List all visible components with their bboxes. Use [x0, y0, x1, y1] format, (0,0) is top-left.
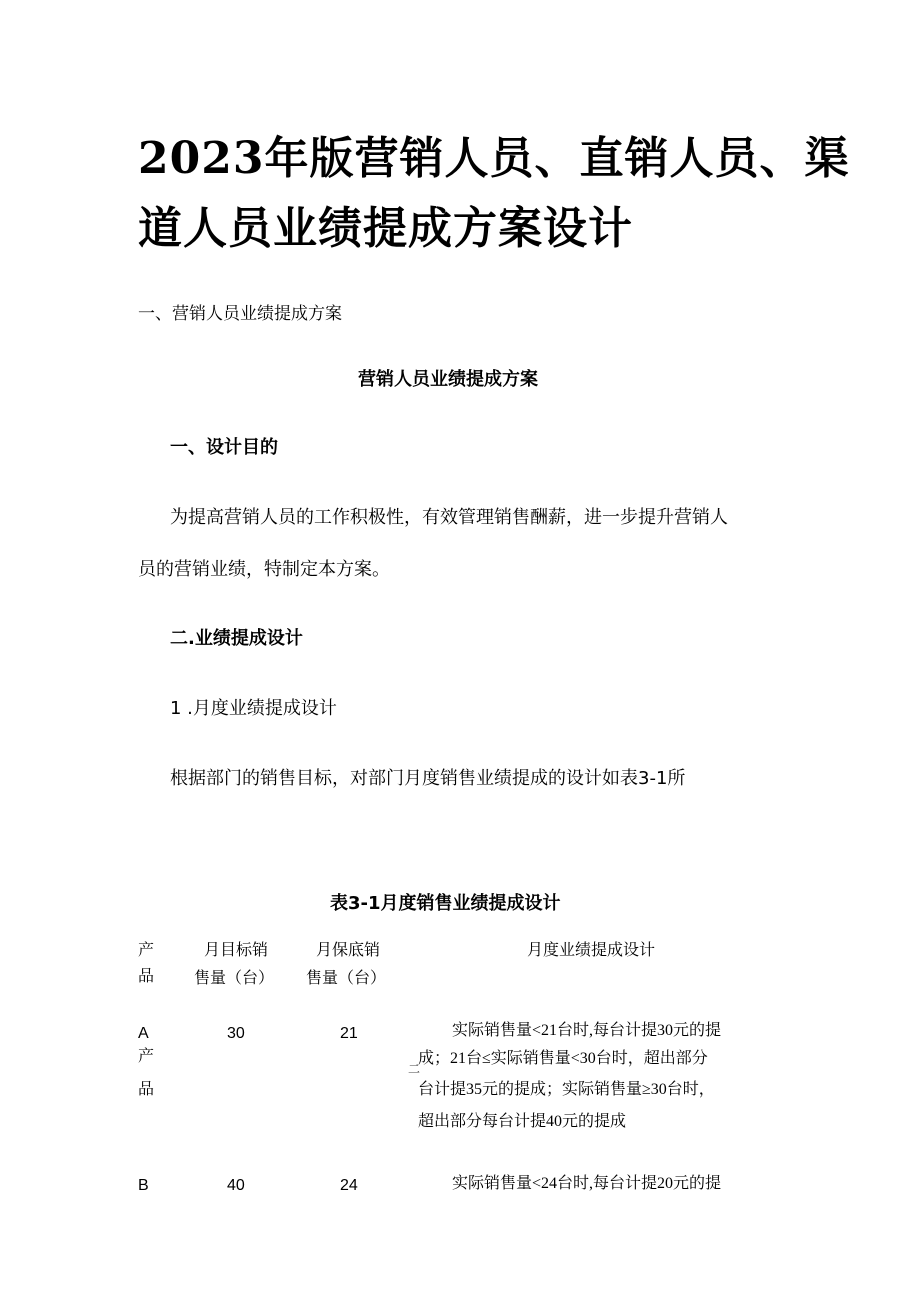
row-b-design-line-1: 实际销售量<24台时,每台计提20元的提: [452, 1175, 722, 1192]
purpose-paragraph-line-1: 为提高营销人员的工作积极性，有效管理销售酬薪，进一步提升营销人: [170, 507, 728, 528]
document-title-line-2: 道人员业绩提成方案设计: [138, 203, 633, 254]
row-a-product-line-3: 品: [138, 1081, 155, 1098]
header-floor-line-1: 月保底销: [316, 942, 381, 959]
row-a-design-line-3: 台计提35元的提成；实际销售量≥30台时，: [418, 1081, 715, 1098]
header-floor-line-2: 售量（台）: [306, 970, 387, 987]
row-a-product-line-2: 产: [138, 1048, 155, 1065]
row-a-design-line-2: 成；21台≤实际销售量<30台时，超出部分: [418, 1050, 708, 1067]
header-product-line-1: 产: [138, 942, 155, 959]
row-b-product-line-1: B: [138, 1177, 149, 1194]
row-b-floor-value: 24: [340, 1177, 358, 1194]
header-target-line-1: 月目标销: [204, 942, 269, 959]
subheading-monthly-commission: 1 .月度业绩提成设计: [170, 698, 337, 719]
section-label: 一、营销人员业绩提成方案: [138, 304, 342, 323]
row-a-design-line-4: 超出部分每台计提40元的提成: [418, 1113, 627, 1130]
row-a-design-line-1: 实际销售量<21台时,每台计提30元的提: [452, 1022, 722, 1039]
intro-paragraph: 根据部门的销售目标，对部门月度销售业绩提成的设计如表3-1所: [170, 768, 686, 789]
row-a-target-value: 30: [227, 1025, 245, 1042]
header-product-line-2: 品: [138, 968, 155, 985]
row-a-stray-mark: 二: [408, 1062, 421, 1076]
row-b-target-value: 40: [227, 1177, 245, 1194]
heading-commission-design: 二.业绩提成设计: [170, 628, 303, 649]
plan-title: 营销人员业绩提成方案: [358, 369, 538, 390]
row-a-floor-value: 21: [340, 1025, 358, 1042]
header-commission-design: 月度业绩提成设计: [527, 942, 656, 959]
purpose-paragraph-line-2: 员的营销业绩，特制定本方案。: [138, 559, 390, 580]
heading-design-purpose: 一、设计目的: [170, 437, 278, 458]
document-title-line-1: 2023年版营销人员、直销人员、渠: [138, 133, 850, 184]
table-caption: 表3-1月度销售业绩提成设计: [330, 893, 561, 914]
row-a-product-line-1: A: [138, 1025, 149, 1042]
header-target-line-2: 售量（台）: [194, 970, 275, 987]
